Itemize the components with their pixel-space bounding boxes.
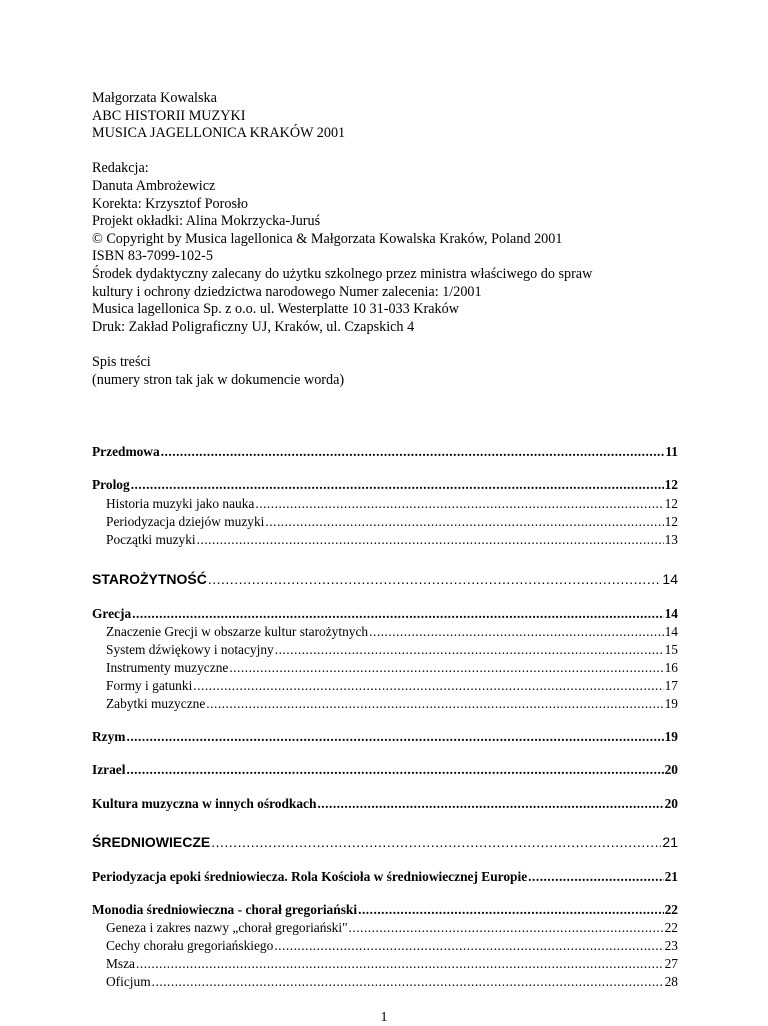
- publisher-line: MUSICA JAGELLONICA KRAKÓW 2001: [92, 125, 346, 142]
- toc-entry-page: 21: [664, 869, 678, 884]
- author-name: Małgorzata Kowalska: [92, 90, 217, 106]
- toc-entry-title: Formy i gatunki: [106, 678, 193, 693]
- toc-entry-title: Cechy chorału gregoriańskiego: [106, 938, 274, 953]
- toc-leader-dots: [358, 901, 664, 918]
- toc-entry[interactable]: [92, 659, 678, 676]
- toc-leader-dots: [528, 868, 663, 885]
- toc-leader-dots: [206, 695, 663, 712]
- toc-entry-title: STAROŻYTNOŚĆ: [92, 571, 207, 587]
- toc-entry[interactable]: [92, 495, 678, 512]
- toc-leader-dots: [229, 659, 663, 676]
- toc-leader-dots: [131, 476, 664, 493]
- book-title: ABC HISTORII MUZYKI: [92, 107, 246, 124]
- toc-entry-title: ŚREDNIOWIECZE: [92, 834, 211, 850]
- toc-leader-dots: [317, 795, 663, 812]
- toc-leader-dots: [126, 728, 663, 745]
- toc-leader-dots: [265, 513, 663, 530]
- toc-entry-page: 19: [664, 696, 678, 711]
- toc-entry-title: Instrumenty muzyczne: [106, 660, 229, 675]
- toc-entry-page: 20: [664, 796, 678, 811]
- toc-leader-dots: [136, 955, 664, 972]
- toc-entry[interactable]: [92, 531, 678, 548]
- toc-entry-title: Periodyzacja epoki średniowiecza. Rola Kościoła w średniowiecznej Europie: [92, 869, 528, 884]
- credit-line: © Copyright by Musica lagellonica & Małgorzata Kowalska Kraków, Poland 2001: [92, 230, 563, 247]
- toc-leader-dots: [161, 443, 665, 460]
- toc-leader-dots: [193, 677, 663, 694]
- toc-leader-dots: [126, 761, 663, 778]
- toc-leader-dots: [255, 495, 663, 512]
- toc-entry-title: Oficjum: [106, 974, 151, 989]
- toc-entry-page: 13: [664, 532, 678, 547]
- toc-entry-page: 16: [664, 660, 678, 675]
- toc-entry-title: Znaczenie Grecji w obszarze kultur starożytnych: [106, 624, 369, 639]
- toc-heading: Spis treści: [92, 353, 151, 370]
- page-number: 1: [380, 1010, 388, 1025]
- credit-line: Druk: Zakład Poligraficzny UJ, Kraków, ul. Czapskich 4: [92, 318, 415, 335]
- toc-entry-title: Przedmowa: [92, 444, 160, 459]
- credit-line: ISBN 83-7099-102-5: [92, 248, 213, 265]
- toc-entry[interactable]: [92, 571, 678, 588]
- toc-entry[interactable]: [92, 605, 678, 622]
- toc-leader-dots: [211, 834, 661, 851]
- toc-entry[interactable]: [92, 761, 678, 778]
- toc-leader-dots: [369, 623, 663, 640]
- toc-entry-page: 20: [664, 762, 678, 777]
- toc-entry-page: 12: [664, 514, 678, 529]
- toc-leader-dots: [152, 973, 664, 990]
- toc-entry-title: Kultura muzyczna w innych ośrodkach: [92, 796, 317, 811]
- toc-entry-title: Geneza i zakres nazwy „chorał gregoriański": [106, 920, 348, 935]
- document-header-block: [92, 90, 678, 389]
- toc-entry-page: 21: [662, 834, 678, 850]
- credit-line: Środek dydaktyczny zalecany do użytku szkolnego przez ministra właściwego do spraw: [92, 265, 593, 282]
- toc-leader-dots: [197, 531, 664, 548]
- toc-entry[interactable]: [92, 728, 678, 745]
- toc-entry[interactable]: [92, 868, 678, 885]
- toc-entry-page: 27: [664, 956, 678, 971]
- toc-entry[interactable]: [92, 973, 678, 990]
- toc-entry-page: 12: [664, 496, 678, 511]
- toc-entry-page: 22: [664, 920, 678, 935]
- toc-leader-dots: [208, 571, 662, 588]
- toc-entry-page: 12: [664, 477, 678, 492]
- toc-leader-dots: [275, 641, 664, 658]
- toc-note: (numery stron tak jak w dokumencie worda): [92, 371, 345, 388]
- toc-entry-page: 14: [662, 571, 678, 587]
- toc-entry-page: 28: [664, 974, 678, 989]
- credit-line: kultury i ochrony dziedzictwa narodowego Numer zalecenia: 1/2001: [92, 283, 482, 300]
- toc-entry-page: 11: [665, 444, 678, 459]
- toc-entry[interactable]: [92, 795, 678, 812]
- toc-entry[interactable]: [92, 919, 678, 936]
- toc-entry-title: Początki muzyki: [106, 532, 196, 547]
- toc-entry[interactable]: [92, 834, 678, 851]
- toc-entry-title: Zabytki muzyczne: [106, 696, 206, 711]
- toc-entry[interactable]: [92, 677, 678, 694]
- toc-entry[interactable]: [92, 695, 678, 712]
- credit-line: Projekt okładki: Alina Mokrzycka-Juruś: [92, 213, 321, 230]
- credit-line: Korekta: Krzysztof Porosło: [92, 195, 249, 212]
- toc-leader-dots: [274, 937, 663, 954]
- toc-entry-page: 23: [664, 938, 678, 953]
- toc-entry[interactable]: [92, 955, 678, 972]
- toc-entry-page: 22: [664, 902, 678, 917]
- toc-entry-title: Prolog: [92, 477, 130, 492]
- toc-entry-title: Monodia średniowieczna - chorał gregoriański: [92, 902, 358, 917]
- toc-entry-page: 14: [664, 624, 678, 639]
- credit-line: Redakcja:: [92, 160, 149, 177]
- toc-entry-title: Rzym: [92, 729, 126, 744]
- credit-line: Danuta Ambrożewicz: [92, 177, 216, 194]
- credit-line: Musica lagellonica Sp. z o.o. ul. Westerplatte 10 31-033 Kraków: [92, 301, 459, 318]
- toc-leader-dots: [349, 919, 664, 936]
- toc-entry-page: 19: [664, 729, 678, 744]
- toc-entry-title: System dźwiękowy i notacyjny: [106, 642, 274, 657]
- toc-entry-title: Grecja: [92, 606, 132, 621]
- toc-entry[interactable]: [92, 476, 678, 493]
- toc-entry-title: Periodyzacja dziejów muzyki: [106, 514, 265, 529]
- toc-entry-page: 17: [664, 678, 678, 693]
- toc-entry[interactable]: [92, 937, 678, 954]
- toc-entry-page: 14: [664, 606, 678, 621]
- toc-entry-title: Msza: [106, 956, 136, 971]
- toc-entry[interactable]: [92, 901, 678, 918]
- toc-leader-dots: [132, 605, 663, 622]
- toc-entry[interactable]: [92, 513, 678, 530]
- toc-entry-title: Historia muzyki jako nauka: [106, 496, 255, 511]
- toc-entry[interactable]: [92, 641, 678, 658]
- toc-entry[interactable]: [92, 623, 678, 640]
- toc-entry-title: Izrael: [92, 762, 126, 777]
- toc-entry[interactable]: [92, 443, 678, 460]
- toc-entry-page: 15: [664, 642, 678, 657]
